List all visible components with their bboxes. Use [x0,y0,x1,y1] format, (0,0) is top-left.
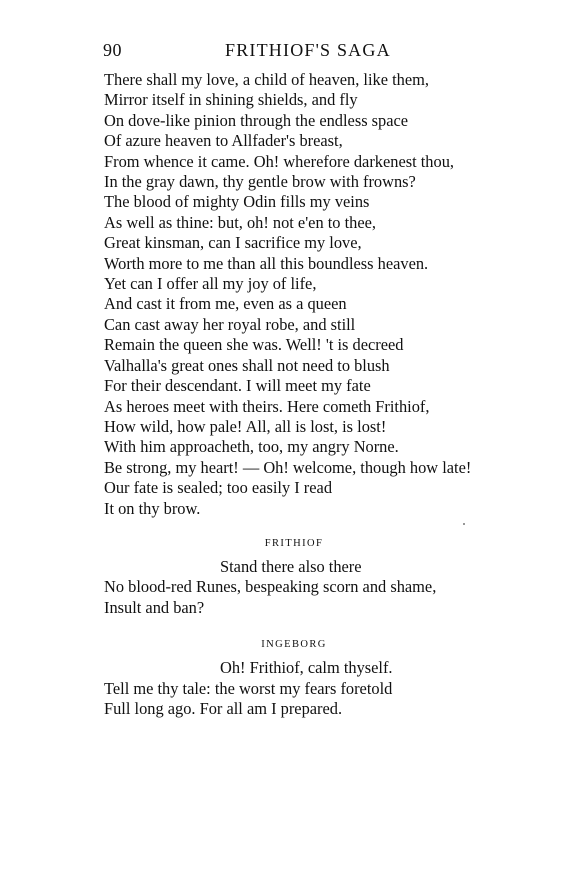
print-speck [463,523,465,525]
verse-line: Insult and ban? [104,597,205,617]
verse-line: Be strong, my heart! — Oh! welcome, though how late! [104,457,472,477]
verse-line: There shall my love, a child of heaven, like them, [104,70,429,89]
verse-line: Mirror itself in shining shields, and fly [104,90,358,110]
verse-line: Oh! Frithiof, calm thyself. [220,658,393,678]
verse-line: Remain the queen she was. Well! 't is decreed [104,335,404,355]
verse-line: Great kinsman, can I sacrifice my love, [104,233,362,253]
verse-line: For their descendant. I will meet my fate [104,376,371,396]
verse-line: On dove-like pinion through the endless space [104,110,409,130]
verse-line: In the gray dawn, thy gentle brow with frowns? [104,172,416,192]
verse-line: With him approacheth, too, my angry Norne. [104,437,399,457]
verse-line: Our fate is sealed; too easily I read [104,478,333,498]
verse-line: How wild, how pale! All, all is lost, is lost! [104,416,387,436]
verse-line: Stand there also there [220,556,362,576]
verse-line: Of azure heaven to Allfader's breast, [104,131,343,151]
page-number: 90 [103,40,122,60]
verse-line: No blood-red Runes, bespeaking scorn and shame, [104,577,437,597]
verse-line: From whence it came. Oh! wherefore darkenest thou, [104,151,454,171]
verse-line: As well as thine: but, oh! not e'en to thee, [104,212,376,232]
verse-line: As heroes meet with theirs. Here cometh Frithiof, [104,396,430,416]
verse-line: Tell me thy tale: the worst my fears foretold [104,678,393,698]
running-head: FRITHIOF'S SAGA [225,40,391,60]
verse-line: Worth more to me than all this boundless heaven. [104,253,429,273]
verse-line: Full long ago. For all am I prepared. [104,698,343,718]
verse-line: The blood of mighty Odin fills my veins [104,192,370,212]
ingeborg-speech [104,70,544,519]
ingeborg-reply [104,658,544,719]
verse-line: And cast it from me, even as a queen [104,294,347,314]
speaker-label-ingeborg: INGEBORG [261,639,327,651]
verse-line: It on thy brow. [104,498,201,518]
frithiof-speech [104,557,544,618]
verse-line: Valhalla's great ones shall not need to blush [104,355,390,375]
verse-line: Can cast away her royal robe, and still [104,314,356,334]
verse-line: Yet can I offer all my joy of life, [104,274,317,294]
poem-text [104,70,544,719]
speaker-label-frithiof: FRITHIOF [264,537,324,549]
page-header [103,40,498,64]
